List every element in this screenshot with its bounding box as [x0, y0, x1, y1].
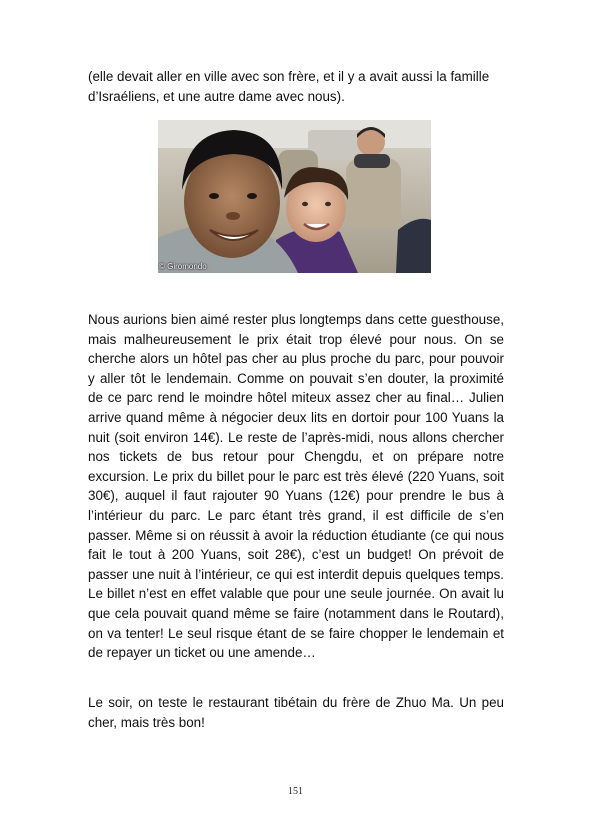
paragraph-main: Nous aurions bien aimé rester plus longtemps dans cette guesthouse, mais malheureusement le prix était trop élevé pour nous. On se cherche alors un hôtel pas cher au plus proche du parc, pour pouvoir y aller tôt le lendemain. Comme on pouvait s’en douter, la proximité de ce parc rend le moindre hôtel miteux assez cher au final… Julien arrive quand même à négocier deux lits en dortoir pour 100 Yuans la nuit (soit environ 14€). Le reste de l’après-midi, nous allons chercher nos tickets de bus retour pour Chengdu, et on prépare notre excursion. Le prix du billet pour le parc est très élevé (220 Yuans, soit 30€), auquel il faut rajouter 90 Yuans (12€) pour prendre le bus à l’intérieur du parc. Le parc étant très grand, il est difficile de s’en passer. Même si on réussit à avoir la réduction étudiante (ce qui nous fait le tout à 200 Yuans, soit 28€), c’est un budget! On prévoit de passer une nuit à l’intérieur, ce qui est interdit depuis quelques temps. Le billet n’est en effet valable que pour une seule journée. On avait lu que cela pouvait quand même se faire (notamment dans le Routard), on va tenter! Le seul risque étant de se faire chopper le lendemain et de repayer un ticket ou une amende…: [88, 312, 504, 661]
page-number: 151: [288, 786, 303, 797]
paragraph-evening: Le soir, on teste le restaurant tibétain du frère de Zhuo Ma. Un peu cher, mais très bon!: [88, 695, 504, 730]
photo-selfie-in-car: [158, 120, 431, 273]
photo-illustration: [158, 120, 431, 273]
paragraph-intro: (elle devait aller en ville avec son frère, et il y a avait aussi la famille d’Israéliens, et une autre dame avec nous).: [88, 69, 490, 104]
photo-credit: © Giromondo: [159, 262, 207, 271]
